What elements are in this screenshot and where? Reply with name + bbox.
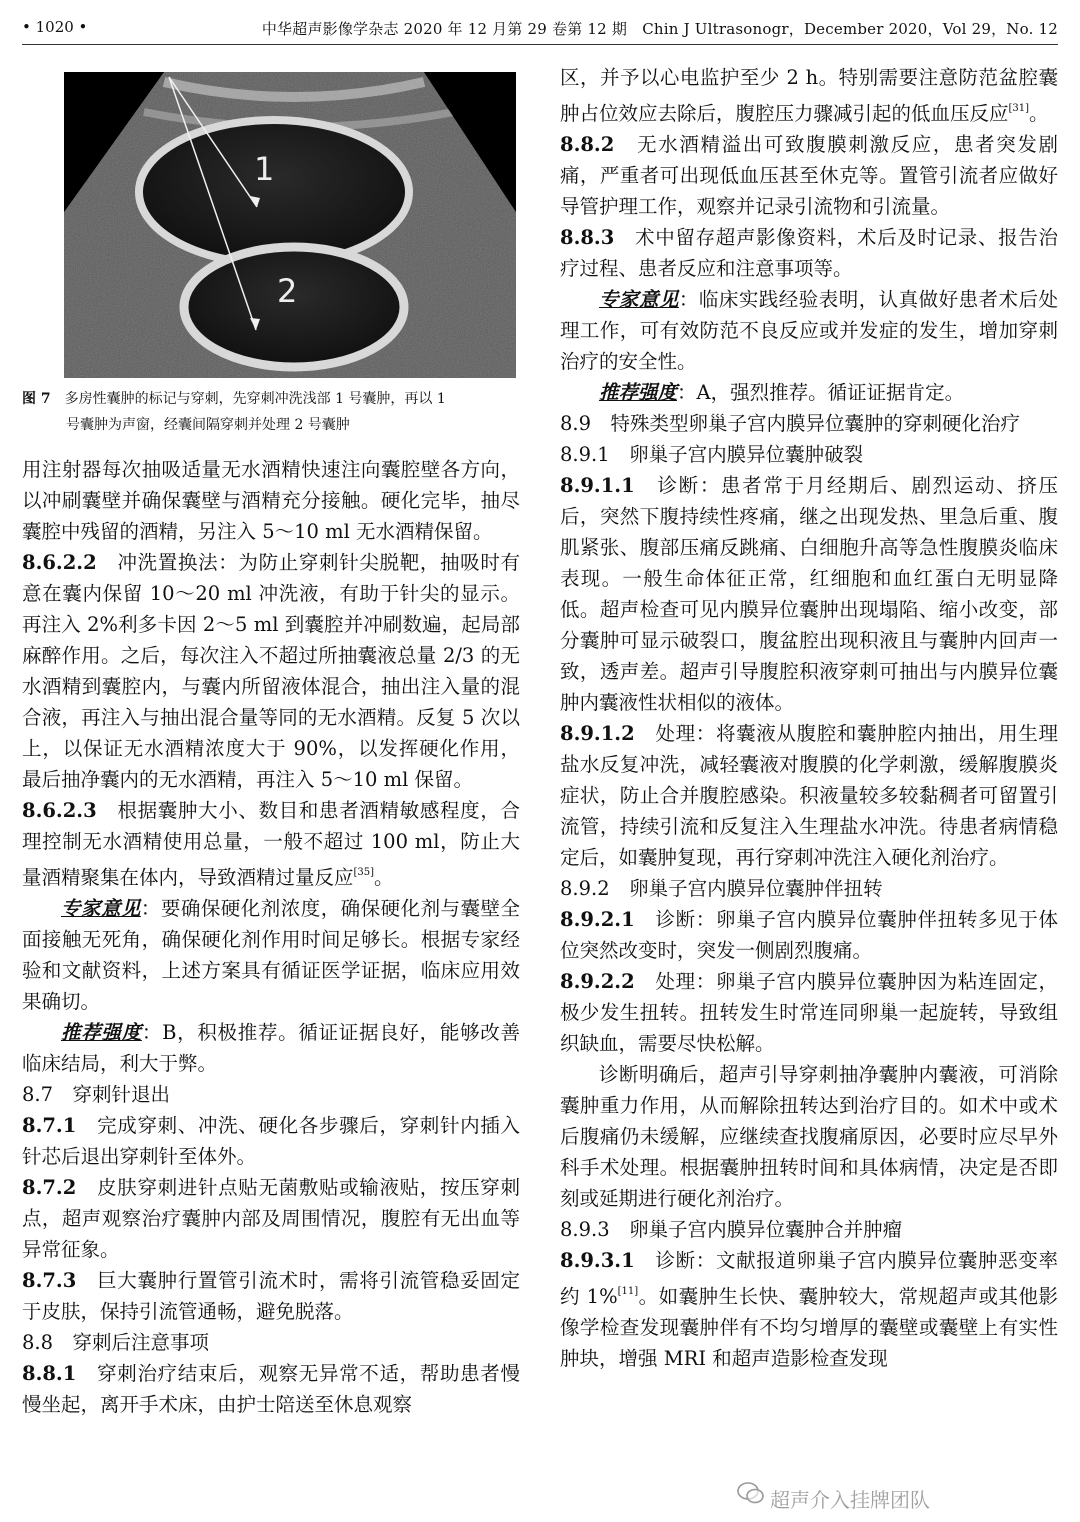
section-heading: 8.9 特殊类型卵巢子宫内膜异位囊肿的穿刺硬化治疗: [560, 412, 1021, 435]
section-number: 8.9.2.2: [560, 970, 635, 993]
running-header: [22, 14, 1058, 45]
paragraph: 8.6.2.3 根据囊肿大小、数目和患者酒精敏感程度，合理控制无水酒精使用总量，一般不超过 100 ml，防止大量酒精聚集在体内，导致酒精过量反应[35]。: [22, 799, 520, 889]
expert-opinion-label: 专家意见: [61, 897, 141, 920]
paragraph: 8.7.1 完成穿刺、冲洗、硬化各步骤后，穿刺针内插入针芯后退出穿刺针至体外。: [22, 1114, 520, 1168]
paragraph: 8.7.2 皮肤穿刺进针点贴无菌敷贴或输液贴，按压穿刺点，超声观察治疗囊肿内部及周围情况，腹腔有无出血等异常征象。: [22, 1176, 520, 1261]
reference-citation: [31]: [1008, 103, 1030, 114]
section-heading: 8.9.3 卵巢子宫内膜异位囊肿合并肿瘤: [560, 1218, 903, 1241]
paragraph: 用注射器每次抽吸适量无水酒精快速注向囊腔壁各方向，以冲刷囊壁并确保囊壁与酒精充分接触。硬化完毕，抽尽囊腔中残留的酒精，另注入 5～10 ml 无水酒精保留。: [22, 458, 520, 543]
paragraph: 8.7.3 巨大囊肿行置管引流术时，需将引流管稳妥固定于皮肤，保持引流管通畅，避免脱落。: [22, 1269, 520, 1323]
paragraph: 8.6.2.2 冲洗置换法：为防止穿刺针尖脱靶，抽吸时有意在囊内保留 10～20 ml 冲洗液，有助于针尖的显示。再注入 2%利多卡因 2～5 ml 到囊腔并冲刷数遍，起局部麻醉作用。之后，每次注入不超过所抽囊液总量 2/3 的无水酒精到囊腔内，与囊内所留液体混合，抽出注入量的混合液，再注入与抽出混合量等同的无水酒精。反复 5 次以上，以保证无水酒精浓度大于 90%，以发挥硬化作用，最后抽净囊内的无水酒精，再注入 5～10 ml 保留。: [22, 551, 520, 791]
paragraph: 区，并予以心电监护至少 2 h。特别需要注意防范盆腔囊肿占位效应去除后，腹腔压力骤减引起的低血压反应[31]。: [560, 66, 1058, 125]
paragraph: 8.9.2.2 处理：卵巢子宫内膜异位囊肿因为粘连固定，极少发生扭转。扭转发生时常连同卵巢一起旋转，导致组织缺血，需要尽快松解。: [560, 970, 1058, 1055]
expert-opinion: 专家意见：要确保硬化剂浓度，确保硬化剂与囊壁全面接触无死角，确保硬化剂作用时间足够长。根据专家经验和文献资料，上述方案具有循证医学证据，临床应用效果确切。: [22, 897, 520, 1013]
recommendation-label: 推荐强度: [599, 381, 678, 404]
left-column: [22, 64, 520, 1420]
section-number: 8.7.3: [22, 1269, 77, 1292]
paragraph: 8.9.3.1 诊断：文献报道卵巢子宫内膜异位囊肿恶变率约 1%[11]。如囊肿生长快、囊肿较大，常规超声或其他影像学检查发现囊肿伴有不均匀增厚的囊壁或囊壁上有实性肿块，增强 MRI 和超声造影检查发现: [560, 1249, 1058, 1370]
reference-citation: [11]: [617, 1286, 639, 1297]
cyst-label-2: 2: [277, 272, 298, 310]
recommendation-label: 推荐强度: [61, 1021, 142, 1044]
ultrasound-image: [64, 72, 516, 378]
right-column: [560, 62, 1058, 1374]
figure-caption: [22, 386, 520, 438]
section-number: 8.6.2.3: [22, 799, 97, 822]
section-number: 8.8.3: [560, 226, 615, 249]
recommendation-strength: 推荐强度：A，强烈推荐。循证证据肯定。: [599, 381, 965, 404]
paragraph: 8.8.3 术中留存超声影像资料，术后及时记录、报告治疗过程、患者反应和注意事项等。: [560, 226, 1058, 280]
section-number: 8.8.1: [22, 1362, 77, 1385]
page-number: • 1020 •: [22, 18, 88, 36]
section-number: 8.9.1.2: [560, 722, 635, 745]
expert-opinion-label: 专家意见: [599, 288, 679, 311]
paragraph: 8.8.1 穿刺治疗结束后，观察无异常不适，帮助患者慢慢坐起，离开手术床，由护士陪送至休息观察: [22, 1362, 520, 1416]
paragraph: 8.9.2.1 诊断：卵巢子宫内膜异位囊肿伴扭转多见于体位突然改变时，突发一侧剧烈腹痛。: [560, 908, 1058, 962]
paragraph: 8.8.2 无水酒精溢出可致腹膜刺激反应，患者突发剧痛，严重者可出现低血压甚至休克等。置管引流者应做好导管护理工作，观察并记录引流物和引流量。: [560, 133, 1058, 218]
section-number: 8.7.2: [22, 1176, 77, 1199]
section-heading: 8.7 穿刺针退出: [22, 1083, 171, 1106]
section-heading: 8.9.1 卵巢子宫内膜异位囊肿破裂: [560, 443, 864, 466]
section-number: 8.9.2.1: [560, 908, 635, 931]
caption-line-1: 多房性囊肿的标记与穿刺，先穿刺冲洗浅部 1 号囊肿，再以 1: [64, 391, 446, 407]
paragraph: 诊断明确后，超声引导穿刺抽净囊肿内囊液，可消除囊肿重力作用，从而解除扭转达到治疗目的。如术中或术后腹痛仍未缓解，应继续查找腹痛原因，必要时应尽早外科手术处理。根据囊肿扭转时间和具体病情，决定是否即刻或延期进行硬化剂治疗。: [560, 1063, 1058, 1210]
section-heading: 8.8 穿刺后注意事项: [22, 1331, 210, 1354]
watermark: 超声介入挂牌团队: [770, 1488, 930, 1512]
recommendation-strength: 推荐强度：B，积极推荐。循证证据良好，能够改善临床结局，利大于弊。: [22, 1021, 520, 1075]
section-number: 8.7.1: [22, 1114, 77, 1137]
wechat-icon: [736, 1478, 766, 1508]
cyst-label-1: 1: [254, 150, 275, 188]
section-number: 8.9.1.1: [560, 474, 635, 497]
reference-citation: [35]: [353, 867, 375, 878]
paragraph: 8.9.1.1 诊断：患者常于月经期后、剧烈运动、挤压后，突然下腹持续性疼痛，继之出现发热、里急后重、腹肌紧张、腹部压痛反跳痛、白细胞升高等急性腹膜炎临床表现。一般生命体征正常，红细胞和血红蛋白无明显降低。超声检查可见内膜异位囊肿出现塌陷、缩小改变，部分囊肿可显示破裂口，腹盆腔出现积液且与囊肿内回声一致，透声差。超声引导腹腔积液穿刺可抽出与内膜异位囊肿内囊液性状相似的液体。: [560, 474, 1058, 714]
ultrasound-figure: [64, 72, 516, 378]
paragraph: 8.9.1.2 处理：将囊液从腹腔和囊肿腔内抽出，用生理盐水反复冲洗，减轻囊液对腹膜的化学刺激，缓解腹膜炎症状，防止合并腹腔感染。积液量较多较黏稠者可留置引流管，持续引流和反复注入生理盐水冲洗。待患者病情稳定后，如囊肿复现，再行穿刺冲洗注入硬化剂治疗。: [560, 722, 1058, 869]
section-heading: 8.9.2 卵巢子宫内膜异位囊肿伴扭转: [560, 877, 883, 900]
caption-line-2: 号囊肿为声窗，经囊间隔穿刺并处理 2 号囊肿: [66, 417, 350, 433]
section-number: 8.9.3.1: [560, 1249, 635, 1272]
section-number: 8.6.2.2: [22, 551, 97, 574]
journal-citation: 中华超声影像学杂志 2020 年 12 月第 29 卷第 12 期 Chin J Ultrasonogr，December 2020，Vol 29，No. 12: [261, 20, 1058, 38]
expert-opinion: 专家意见：临床实践经验表明，认真做好患者术后处理工作，可有效防范不良反应或并发症的发生，增加穿刺治疗的安全性。: [560, 288, 1058, 373]
section-number: 8.8.2: [560, 133, 615, 156]
caption-number: 图 7: [22, 391, 51, 407]
